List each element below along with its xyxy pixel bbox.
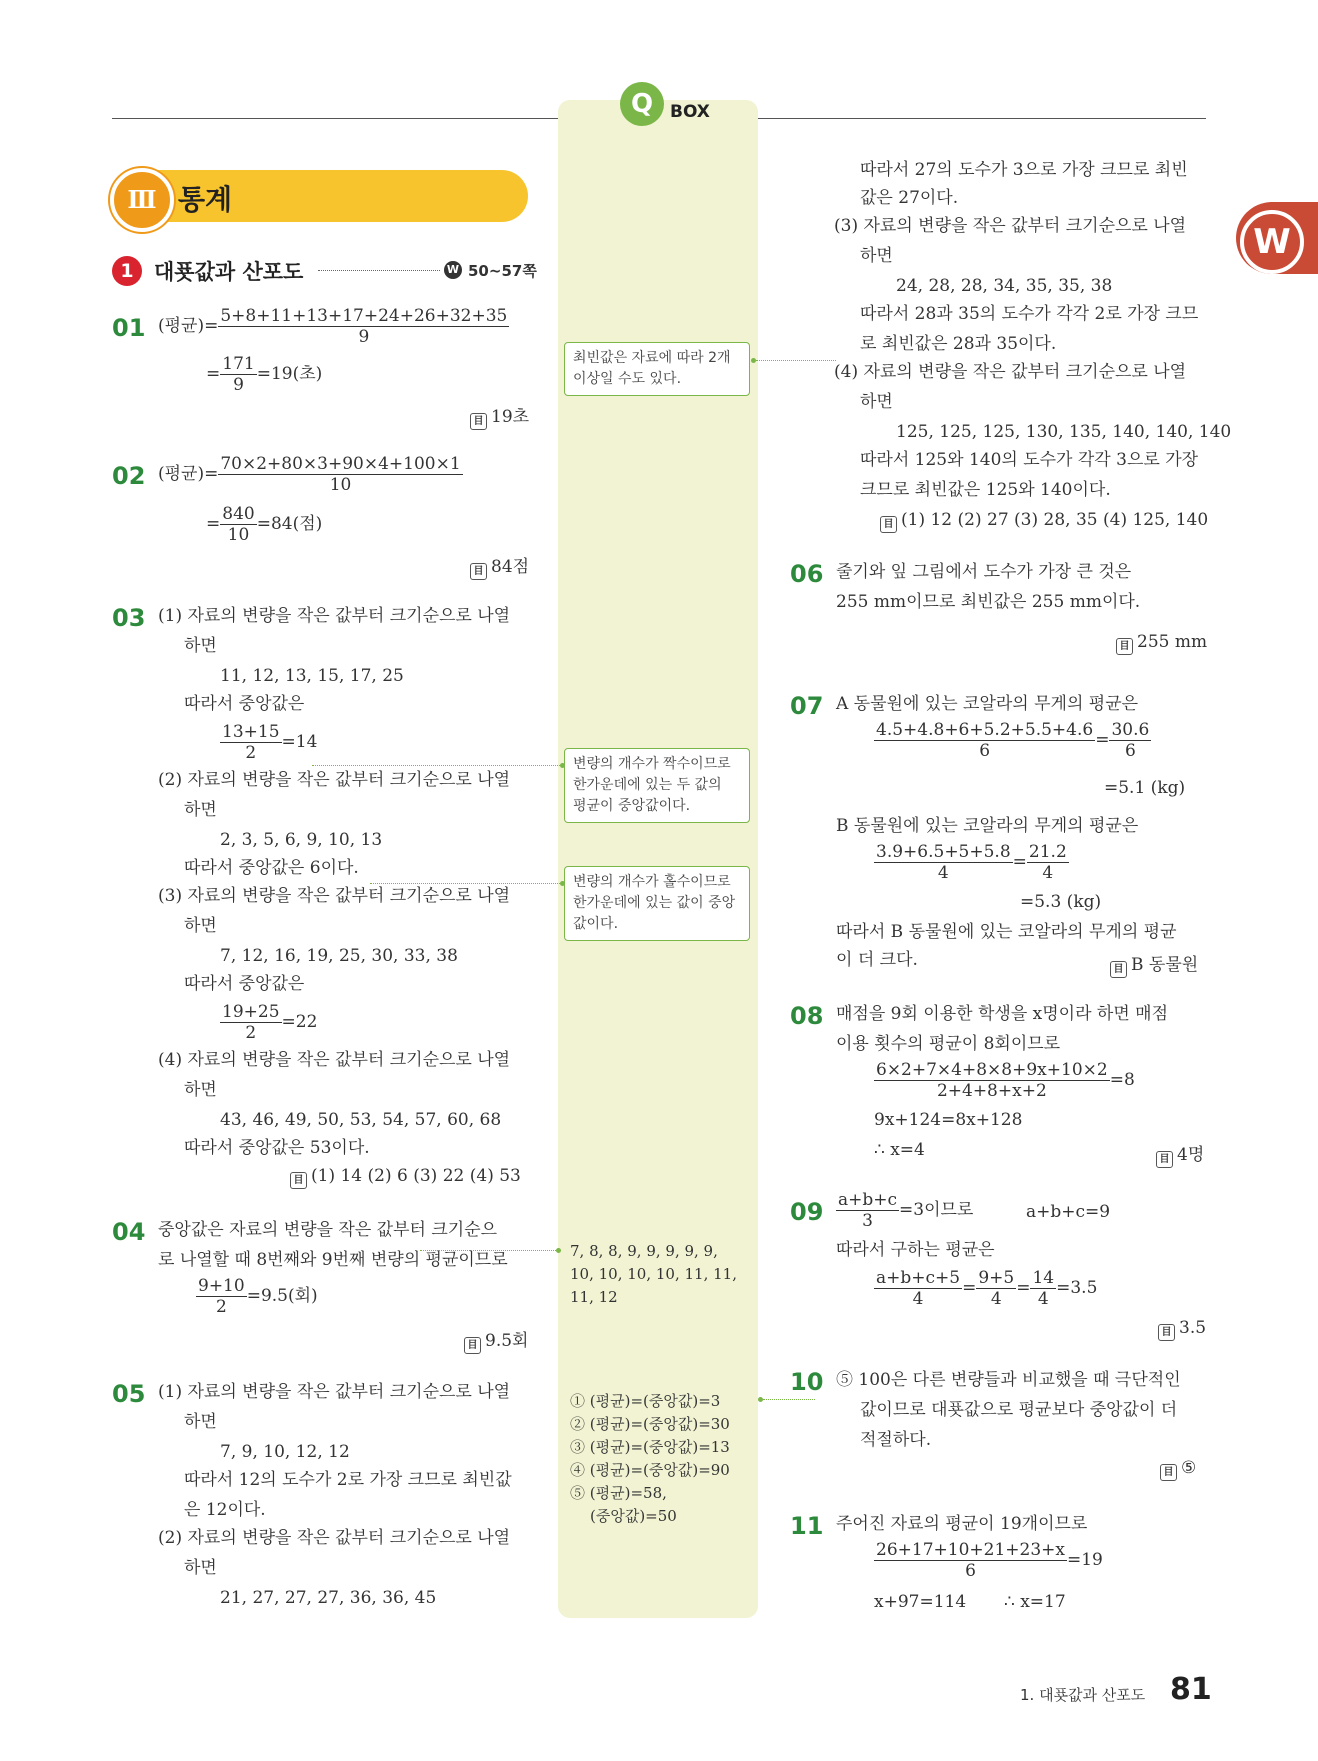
note-line: ⑤ (평균)=58,: [570, 1484, 667, 1502]
section-pages: 50~57쪽: [468, 262, 537, 280]
problem-number-07: 07: [790, 692, 824, 720]
connector-line: [370, 883, 560, 884]
section-title: 대푯값과 산포도: [154, 260, 304, 284]
note-line: ③ (평균)=(중앙값)=13: [570, 1438, 730, 1456]
note-line: ① (평균)=(중앙값)=3: [570, 1392, 721, 1410]
qbox-note-mode: [564, 342, 750, 396]
p01-equation-1: (평균)= $\frac{5+8+11+13+17+24+26+32+35}{9}$: [158, 306, 508, 347]
p07-line: 이 더 크다.: [836, 950, 918, 970]
p03-line: 43, 46, 49, 50, 53, 54, 57, 60, 68: [220, 1110, 502, 1130]
p07-line: =5.3 (kg): [1020, 892, 1102, 912]
p03-line: 하면: [184, 1080, 217, 1100]
p03-line: (3) 자료의 변량을 작은 값부터 크기순으로 나열: [158, 886, 511, 906]
note-line: 변량의 개수가 짝수이므로: [573, 756, 731, 772]
note-line: 최빈값은 자료에 따라 2개: [573, 350, 731, 366]
page-number: 81: [1170, 1672, 1212, 1707]
p11-fraction: $\frac{26+17+10+21+23+x}{6}$ =19: [876, 1540, 1103, 1581]
section-number: 1: [112, 256, 142, 286]
p07-line: =5.1 (kg): [1104, 778, 1186, 798]
p03-line: 따라서 중앙값은: [184, 974, 305, 994]
p04-line: 로 나열할 때 8번째와 9번째 변량의 평균이므로: [158, 1250, 508, 1270]
p07-fraction-b: $\frac{3.9+6.5+5+5.8}{4}$ = $\frac{21.2}{4}$: [876, 842, 1067, 883]
note-line: 평균이 중앙값이다.: [573, 798, 691, 814]
p03-line: (1) 자료의 변량을 작은 값부터 크기순으로 나열: [158, 606, 511, 626]
p05-line: 따라서 28과 35의 도수가 각각 2로 가장 크므: [860, 304, 1199, 324]
p05-line: (1) 자료의 변량을 작은 값부터 크기순으로 나열: [158, 1382, 511, 1402]
p03-line: 7, 12, 16, 19, 25, 30, 33, 38: [220, 946, 458, 966]
p05-line: (4) 자료의 변량을 작은 값부터 크기순으로 나열: [834, 362, 1187, 382]
p03-line: 11, 12, 13, 15, 17, 25: [220, 666, 404, 686]
answer-icon: 目: [470, 563, 487, 580]
p02-equation-1: (평균)= $\frac{70\times 2+80\times 3+90\times 4+100\times 1}{10}$: [158, 454, 461, 495]
p03-line: 하면: [184, 916, 217, 936]
p03-line: 하면: [184, 636, 217, 656]
note-line: 한가운데에 있는 값이 중앙: [573, 895, 736, 911]
qbox-note-odd: [564, 866, 750, 941]
note-line: 변량의 개수가 홀수이므로: [573, 874, 731, 890]
p03-line: 따라서 중앙값은: [184, 694, 305, 714]
p09-line: a+b+c=9: [1026, 1202, 1111, 1222]
qbox-logo: Q: [620, 82, 664, 126]
answer-icon: 目: [464, 1337, 481, 1354]
p01-equation-2: = $\frac{171}{9}$ =19(초): [206, 354, 323, 395]
answer-icon: 目: [1116, 638, 1133, 655]
p07-line: 따라서 B 동물원에 있는 코알라의 무게의 평균: [836, 922, 1177, 942]
p03-line: (2) 자료의 변량을 작은 값부터 크기순으로 나열: [158, 770, 511, 790]
p06-line: 줄기와 잎 그림에서 도수가 가장 큰 것은: [836, 562, 1132, 582]
p01-answer: 目 19초: [470, 402, 529, 430]
p05-line: 따라서 12의 도수가 2로 가장 크므로 최빈값: [184, 1470, 512, 1490]
note-line: 한가운데에 있는 두 값의: [573, 777, 722, 793]
p09-fraction-2: $\frac{a+b+c+5}{4}$ = $\frac{9+5}{4}$ = $\frac{14}{4}$ =3.5: [876, 1268, 1098, 1309]
note-line: ② (평균)=(중앙값)=30: [570, 1415, 730, 1433]
p10-line: 적절하다.: [860, 1430, 932, 1450]
p03-line: 하면: [184, 800, 217, 820]
problem-number-04: 04: [112, 1218, 146, 1246]
chapter-number: Ⅲ: [110, 168, 174, 232]
footer-section-title: 1. 대푯값과 산포도: [1020, 1686, 1146, 1704]
p08-line: ∴ x=4: [874, 1140, 925, 1160]
p03-line: (4) 자료의 변량을 작은 값부터 크기순으로 나열: [158, 1050, 511, 1070]
problem-number-02: 02: [112, 462, 146, 490]
problem-number-01: 01: [112, 314, 146, 342]
p07-answer: 目 B 동물원: [1110, 950, 1198, 978]
p07-fraction-a: $\frac{4.5+4.8+6+5.2+5.5+4.6}{6}$ = $\frac{30.6}{6}$: [876, 720, 1150, 761]
note-line: 11, 12: [570, 1288, 618, 1306]
p05-line: 따라서 125와 140의 도수가 각각 3으로 가장: [860, 450, 1199, 470]
p05-line: 은 12이다.: [184, 1500, 266, 1520]
note-line: ④ (평균)=(중앙값)=90: [570, 1461, 730, 1479]
problem-number-05: 05: [112, 1380, 146, 1408]
p08-fraction: $\frac{6\times 2+7\times 4+8\times 8+9x+10\times 2}{2+4+8+x+2}$ =8: [876, 1060, 1135, 1101]
problem-number-08: 08: [790, 1002, 824, 1030]
p09-fraction-1: $\frac{a+b+c}{3}$ =3이므로: [838, 1190, 974, 1231]
p04-fraction: $\frac{9+10}{2}$ =9.5(회): [198, 1276, 318, 1317]
chapter-banner: [112, 170, 528, 222]
qbox-note-p10-options: [570, 1390, 730, 1528]
connector-line: [763, 1399, 815, 1400]
p05-line: 하면: [860, 246, 893, 266]
p06-line: 255 mm이므로 최빈값은 255 mm이다.: [836, 592, 1141, 612]
p02-equation-2: = $\frac{840}{10}$ =84(점): [206, 504, 323, 545]
p03-fraction-2: $\frac{19+25}{2}$ =22: [222, 1002, 318, 1043]
workbook-icon: W: [444, 261, 462, 279]
p08-answer: 目 4명: [1156, 1140, 1204, 1168]
p03-line: 따라서 중앙값은 53이다.: [184, 1138, 370, 1158]
p05-line: (3) 자료의 변량을 작은 값부터 크기순으로 나열: [834, 216, 1187, 236]
problem-number-10: 10: [790, 1368, 824, 1396]
p03-line: 따라서 중앙값은 6이다.: [184, 858, 359, 878]
answer-icon: 目: [880, 516, 897, 533]
connector-dot: [560, 881, 565, 886]
p03-fraction-1: $\frac{13+15}{2}$ =14: [222, 722, 318, 763]
answer-icon: 目: [1160, 1464, 1177, 1481]
p10-line: 값이므로 대푯값으로 평균보다 중앙값이 더: [860, 1400, 1178, 1420]
p05-line: 따라서 27의 도수가 3으로 가장 크므로 최빈: [860, 160, 1188, 180]
qbox-note-even: [564, 748, 750, 823]
connector-line: [756, 360, 836, 361]
p09-answer: 目 3.5: [1158, 1318, 1206, 1341]
problem-number-03: 03: [112, 604, 146, 632]
p05-line: 24, 28, 28, 34, 35, 35, 38: [896, 276, 1113, 296]
p03-line: 2, 3, 5, 6, 9, 10, 13: [220, 830, 383, 850]
connector-dot: [560, 763, 565, 768]
section-leader-dots: [318, 270, 440, 271]
problem-number-06: 06: [790, 560, 824, 588]
p05-line: 크므로 최빈값은 125와 140이다.: [860, 480, 1111, 500]
answer-icon: 目: [1158, 1324, 1175, 1341]
note-line: 7, 8, 8, 9, 9, 9, 9, 9,: [570, 1242, 718, 1260]
p08-line: 매점을 9회 이용한 학생을 x명이라 하면 매점: [836, 1004, 1168, 1024]
answer-icon: 目: [1110, 961, 1127, 978]
side-tab-w-icon: W: [1240, 210, 1304, 274]
p05-line: 125, 125, 125, 130, 135, 140, 140, 140: [896, 422, 1232, 442]
note-line: (중앙값)=50: [590, 1507, 677, 1525]
p10-line: ⑤ 100은 다른 변량들과 비교했을 때 극단적인: [836, 1370, 1181, 1390]
qbox-note-p04-data: [570, 1240, 737, 1309]
p02-answer: 目 84점: [470, 552, 529, 580]
p11-line: ∴ x=17: [1004, 1592, 1066, 1612]
p08-line: 9x+124=8x+128: [874, 1110, 1023, 1130]
p06-answer: 目 255 mm: [1116, 632, 1207, 655]
p05-line: 하면: [184, 1412, 217, 1432]
problem-number-11: 11: [790, 1512, 824, 1540]
answer-icon: 目: [290, 1172, 307, 1189]
p10-answer: 目 ⑤: [1160, 1458, 1196, 1481]
problem-number-09: 09: [790, 1198, 824, 1226]
p05-line: 21, 27, 27, 27, 36, 36, 45: [220, 1588, 437, 1608]
p07-line: A 동물원에 있는 코알라의 무게의 평균은: [836, 694, 1139, 714]
answer-icon: 目: [470, 413, 487, 430]
p04-answer: 目 9.5회: [464, 1326, 528, 1354]
p11-line: 주어진 자료의 평균이 19개이므로: [836, 1514, 1088, 1534]
p05-line: 7, 9, 10, 12, 12: [220, 1442, 350, 1462]
p03-answer: 目 (1) 14 (2) 6 (3) 22 (4) 53: [290, 1166, 521, 1189]
note-line: 이상일 수도 있다.: [573, 371, 682, 387]
chapter-title: 통계: [178, 183, 233, 216]
p08-line: 이용 횟수의 평균이 8회이므로: [836, 1034, 1061, 1054]
qbox-label: BOX: [670, 102, 710, 122]
note-line: 값이다.: [573, 916, 619, 932]
connector-dot: [556, 1248, 561, 1253]
p05-line: 하면: [184, 1558, 217, 1578]
p05-line: 값은 27이다.: [860, 188, 959, 208]
note-line: 10, 10, 10, 10, 11, 11,: [570, 1265, 737, 1283]
p11-line: x+97=114: [874, 1592, 967, 1612]
p07-line: B 동물원에 있는 코알라의 무게의 평균은: [836, 816, 1139, 836]
answer-icon: 目: [1156, 1151, 1173, 1168]
p09-line: 따라서 구하는 평균은: [836, 1240, 995, 1260]
connector-line: [420, 1250, 556, 1251]
p05-line: 로 최빈값은 28과 35이다.: [860, 334, 1057, 354]
p05-answer: 目 (1) 12 (2) 27 (3) 28, 35 (4) 125, 140: [880, 510, 1208, 533]
p04-line: 중앙값은 자료의 변량을 작은 값부터 크기순으: [158, 1220, 498, 1240]
p05-line: (2) 자료의 변량을 작은 값부터 크기순으로 나열: [158, 1528, 511, 1548]
p05-line: 하면: [860, 392, 893, 412]
connector-line: [312, 765, 560, 766]
